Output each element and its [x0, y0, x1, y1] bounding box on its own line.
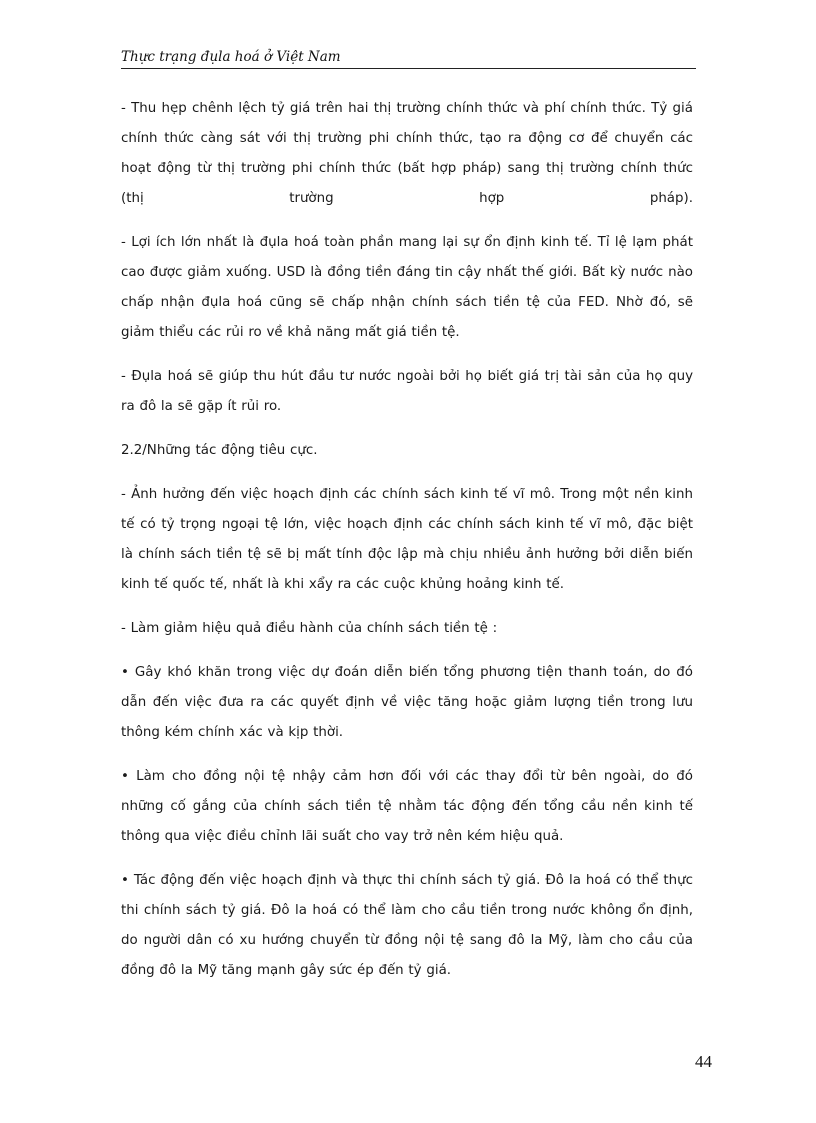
header-title: Thực trạng đụla hoá ở Việt Nam — [121, 49, 341, 65]
paragraph-monetary-efficiency: - Làm giảm hiệu quả điều hành của chính sách tiền tệ : — [121, 621, 498, 636]
page-header — [121, 48, 696, 69]
paragraph-narrow-exchange-gap: - Thu hẹp chênh lệch tỷ giá trên hai thị trường chính thức và phí chính thức. Tỷ giá chính thức càng sát với thị trường phi chính thức, tạo ra động cơ để chuyển các hoạt động từ thị trường phi chính thức (bất hợp pháp) sang thị trường chính thức (thị trường hợp pháp). — [121, 101, 693, 206]
paragraph-macro-policy: - Ảnh hưởng đến việc hoạch định các chính sách kinh tế vĩ mô. Trong một nền kinh tế có tỷ trọng ngoại tệ lớn, việc hoạch định các chính sách kinh tế vĩ mô, đặc biệt là chính sách tiền tệ sẽ bị mất tính độc lập mà chịu nhiều ảnh hưởng bởi diễn biến kinh tế quốc tế, nhất là khi xẩy ra các cuộc khủng hoảng kinh tế. — [121, 487, 693, 592]
bullet-currency-sensitivity: • Làm cho đồng nội tệ nhậy cảm hơn đối với các thay đổi từ bên ngoài, do đó những cố gắng của chính sách tiền tệ nhằm tác động đến tổng cầu nền kinh tế thông qua việc điều chỉnh lãi suất cho vay trở nên kém hiệu quả. — [121, 769, 693, 844]
bullet-payment-forecast: • Gây khó khăn trong việc dự đoán diễn biến tổng phương tiện thanh toán, do đó dẫn đến việc đưa ra các quyết định về việc tăng hoặc giảm lượng tiền trong lưu thông kém chính xác và kịp thời. — [121, 665, 693, 740]
paragraph-biggest-benefit: - Lợi ích lớn nhất là đụla hoá toàn phần mang lại sự ổn định kinh tế. Tỉ lệ lạm phát cao được giảm xuống. USD là đồng tiền đáng tin cậy nhất thế giới. Bất kỳ nước nào chấp nhận đụla hoá cũng sẽ chấp nhận chính sách tiền tệ của FED. Nhờ đó, sẽ giảm thiểu các rủi ro về khả năng mất giá tiền tệ. — [121, 235, 693, 340]
bullet-exchange-rate-policy: • Tác động đến việc hoạch định và thực thi chính sách tỷ giá. Đô la hoá có thể thực thi chính sách tỷ giá. Đô la hoá có thể làm cho cầu tiền trong nước không ổn định, do người dân có xu hướng chuyển từ đồng nội tệ sang đô la Mỹ, làm cho cầu của đồng đô la Mỹ tăng mạnh gây sức ép đến tỷ giá. — [121, 873, 693, 978]
document-body — [121, 94, 693, 1000]
page-number: 44 — [695, 1052, 712, 1071]
paragraph-foreign-investment: - Đụla hoá sẽ giúp thu hút đầu tư nước ngoài bởi họ biết giá trị tài sản của họ quy ra đô la sẽ gặp ít rủi ro. — [121, 369, 693, 414]
section-heading-negative-impacts: 2.2/Những tác động tiêu cực. — [121, 443, 318, 458]
